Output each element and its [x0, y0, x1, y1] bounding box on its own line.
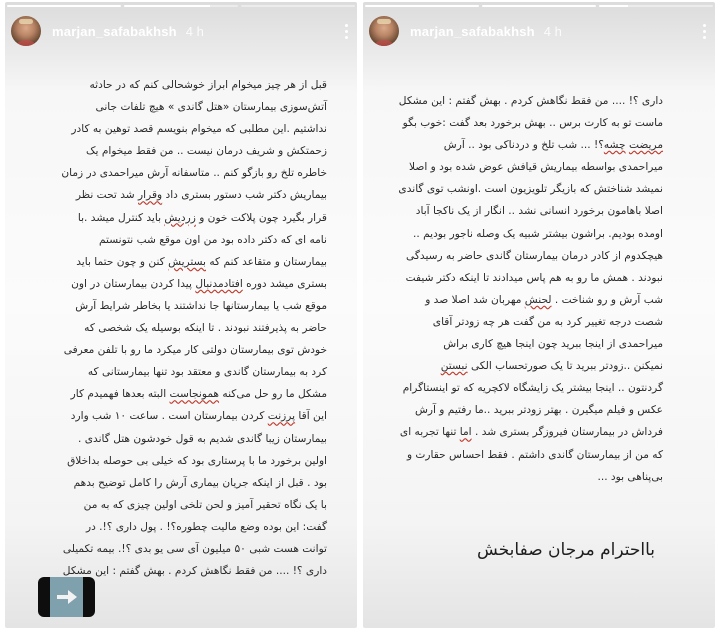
text-line: میراحمدی از اینجا ببرید چون اینجا هیچ کاری براش: [443, 338, 663, 351]
text-line: گفت: این بوده وضع مالیت چطوره؟! . پول داری ؟!. در: [85, 520, 327, 533]
progress-segment-2: [124, 5, 238, 7]
text-line: نمیشد شناختش که بازیگر تلویزیون است .اونشب توی گاندی: [398, 183, 663, 196]
progress-segment-1: [7, 5, 121, 7]
story-text: [61, 74, 327, 582]
text-line: بی‌پناهی بود ...: [597, 470, 663, 483]
post-time: 4 h: [543, 23, 562, 39]
text-line: ماست تو به کارت برس .. بهش برخورد بعد گفت :خوب بگو: [402, 117, 663, 130]
story-panel-left[interactable]: [5, 2, 357, 628]
text-line: گردنتون .. اینجا بیشتر یک زایشگاه لاکچریه که تو اینستاگرام: [402, 382, 663, 395]
progress-segment-3: [599, 5, 713, 7]
more-vertical-icon[interactable]: [341, 24, 351, 39]
progress-segment-3: [241, 5, 355, 7]
story-progress-bar: [7, 5, 355, 7]
text-line: که من از بیمارستان گاندی داشتم . فقط احساس حقارت و: [406, 448, 663, 461]
avatar[interactable]: [369, 16, 399, 46]
signature: بااحترام مرجان صفابخش: [477, 540, 655, 560]
text-line: با یک نگاه تحقیر آمیز و لحن تلخی اولین چیزی که به من: [83, 498, 327, 511]
story-panel-right[interactable]: [363, 2, 715, 628]
more-vertical-icon[interactable]: [699, 24, 709, 39]
progress-segment-1: [365, 5, 479, 7]
text-line: قبل از هر چیز میخوام ابراز خوشحالی کنم که در حادثه: [89, 79, 327, 91]
text-line: خاطره تلخ رو بازگو کنم .. متاسفانه آرش میراحمدی در زمان: [61, 167, 327, 180]
text-line: نبودند . همش ما رو به هم پاس میدادند تا اینکه دکتر شیفت: [405, 271, 663, 284]
text-line: بیمارستان زیبا گاندی شدیم به قول خودشون هتل گاندی .: [78, 432, 327, 445]
text-line: اصلا باهامون برخورد انسانی نشد .. انگار از یک ناکجا آباد: [415, 205, 663, 218]
story-text: [398, 90, 663, 488]
text-line: قرار بگیرد چون پلاکت خون و زردیش باید کنترل میشد .با: [77, 211, 327, 224]
story-header: [369, 15, 709, 47]
text-line: شب آرش و رو شناخت . لحنش مهربان شد اصلا صد و: [425, 293, 663, 306]
text-line: بود . قبل از اینکه جریان بیماری آرش را کامل توضیح بدهم: [73, 476, 327, 489]
story-header: [11, 15, 351, 47]
text-line: آتش‌سوزی بیمارستان «هتل گاندی » هیچ تلفات جانی: [95, 101, 327, 114]
text-line: بستری میشد دوره افتادمدنبال پیدا کردن بیمارستان در اون: [71, 277, 327, 290]
text-line: میراحمدی بواسطه بیماریش قیافش عوض شده بود و اصلا: [409, 161, 663, 174]
text-line: بیمارستان و متقاعد کنم که بستریش کنن و چون حتما باید: [76, 255, 327, 268]
text-line: هیچکدوم از کادر درمان بیمارستان گاندی حاضر به رسیدگی: [406, 249, 663, 262]
arrow-right-icon: [55, 589, 79, 605]
text-line: مشکل ما رو حل می‌کنه همونجاست البته بعدها فهمیدم کار: [70, 388, 327, 401]
text-line: این آقا پرزنت کردن بیمارستان است . ساعت ۱۰ شب وارد: [70, 410, 327, 423]
text-line: کرد به بیمارستان گاندی و معتقد بود تنها بیمارستانی که: [87, 366, 327, 379]
text-line: نمیکنن ..زودتر ببرید تا یک صورتحساب الکی نبستن: [440, 360, 663, 373]
text-line: توانت هست شبی ۵۰ میلیون آی سی یو بدی ؟!. بیمه تکمیلی: [62, 542, 327, 555]
text-line: عکس و فیلم میگیرن . بهتر زودتر ببرید ..ما رفتیم و آرش: [414, 404, 663, 417]
progress-segment-2: [482, 5, 596, 7]
avatar[interactable]: [11, 16, 41, 46]
text-line: خودش توی بیمارستان دولتی کار میکرد ما رو با تلفن معرفی: [63, 344, 327, 357]
text-line: اومده بودیم. براشون بیشتر شبیه یک وصله ناجور بودیم ..: [412, 227, 663, 240]
text-line: فرداش در بیمارستان فیروزگر بستری شد . اما تنها تجربه ای: [399, 426, 663, 439]
text-line: مریضت چشه؟! ... شب تلخ و دردناکی بود .. آرش: [443, 139, 663, 152]
text-line: حاضر به پذیرفتند نبودند . تا اینکه بوسیله یک شخصی که: [84, 322, 327, 335]
text-line: نداشتیم .این مطلبی که میخوام بنویسم قصد توهین به کادر: [71, 123, 327, 136]
text-line: موقع شب یا بیمارستانها جا نداشتند یا بخاطر شرایط آرش: [75, 299, 327, 312]
username[interactable]: marjan_safabakhsh: [410, 23, 535, 39]
text-line: نامه ای که دکتر داده بود من اون موقع شب نتونستم: [98, 233, 327, 246]
text-line: داری ؟! .... من فقط نگاهش کردم . بهش گفتم : این مشکل: [62, 565, 327, 578]
text-line: بیماریش دکتر شب دستور بستری داد وقرار شد تحت نظر: [75, 189, 327, 202]
next-story-button[interactable]: [38, 577, 95, 617]
text-line: اولین برخورد ما با پرستاری بود که خیلی بی حوصله بداخلاق: [67, 454, 327, 467]
text-line: شصت درجه تغییر کرد به من گفت هر چه زودتر آقای: [432, 315, 663, 328]
username[interactable]: marjan_safabakhsh: [52, 23, 177, 39]
text-line: داری ؟! .... من فقط نگاهش کردم . بهش گفتم : این مشکل: [398, 95, 663, 107]
story-progress-bar: [365, 5, 713, 7]
text-line: زحمتکش و شریف درمان نیست .. من فقط میخوام یک: [86, 145, 327, 158]
post-time: 4 h: [185, 23, 204, 39]
